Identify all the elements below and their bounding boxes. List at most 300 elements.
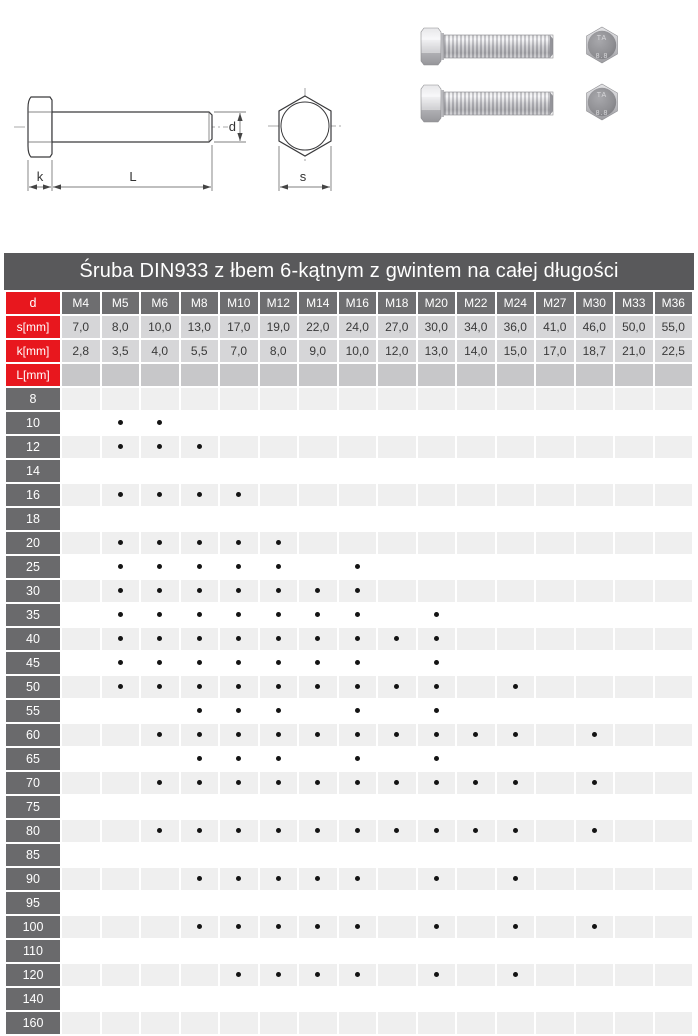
availability-cell-140-m36 [655,988,693,1010]
availability-dot [473,828,478,833]
availability-cell-95-m24 [497,892,535,914]
availability-cell-30-m6 [141,580,179,602]
availability-cell-140-m5 [102,988,140,1010]
availability-cell-50-m24 [497,676,535,698]
availability-cell-25-m8 [181,556,219,578]
availability-dot [157,420,162,425]
length-label-16: 16 [6,484,60,506]
length-row-25 [6,556,692,578]
availability-cell-35-m5 [102,604,140,626]
s-value-m10: 17,0 [220,316,258,338]
availability-dot [355,612,360,617]
availability-dot [197,756,202,761]
availability-cell-110-m22 [457,940,495,962]
availability-cell-60-m18 [378,724,416,746]
availability-cell-65-m12 [260,748,298,770]
technical-drawing [0,0,350,250]
k-value-m20: 13,0 [418,340,456,362]
availability-cell-30-m33 [615,580,653,602]
availability-cell-35-m6 [141,604,179,626]
availability-dot [434,708,439,713]
availability-cell-12-m12 [260,436,298,458]
availability-cell-100-m16 [339,916,377,938]
availability-cell-16-m10 [220,484,258,506]
availability-dot [118,540,123,545]
availability-cell-90-m10 [220,868,258,890]
availability-cell-20-m22 [457,532,495,554]
availability-dot [157,828,162,833]
length-row-8 [6,388,692,410]
column-header-m22: M22 [457,292,495,314]
availability-cell-12-m10 [220,436,258,458]
availability-cell-25-m6 [141,556,179,578]
availability-cell-75-m12 [260,796,298,818]
availability-cell-35-m12 [260,604,298,626]
availability-cell-65-m30 [576,748,614,770]
availability-cell-20-m6 [141,532,179,554]
availability-cell-140-m4 [62,988,100,1010]
availability-cell-70-m33 [615,772,653,794]
availability-cell-30-m18 [378,580,416,602]
availability-cell-10-m33 [615,412,653,434]
availability-cell-160-m6 [141,1012,179,1034]
availability-cell-8-m18 [378,388,416,410]
availability-cell-120-m36 [655,964,693,986]
availability-cell-95-m10 [220,892,258,914]
availability-cell-8-m22 [457,388,495,410]
length-label-12: 12 [6,436,60,458]
availability-cell-90-m5 [102,868,140,890]
availability-cell-40-m16 [339,628,377,650]
availability-cell-90-m22 [457,868,495,890]
availability-dot [197,444,202,449]
availability-cell-8-m8 [181,388,219,410]
column-header-m14: M14 [299,292,337,314]
length-row-90 [6,868,692,890]
l-row-cell-m12 [260,364,298,386]
availability-cell-45-m33 [615,652,653,674]
availability-cell-14-m22 [457,460,495,482]
availability-cell-12-m5 [102,436,140,458]
availability-dot [355,972,360,977]
availability-cell-40-m5 [102,628,140,650]
availability-cell-120-m12 [260,964,298,986]
length-label-30: 30 [6,580,60,602]
availability-cell-18-m5 [102,508,140,530]
availability-dot [118,660,123,665]
availability-cell-18-m14 [299,508,337,530]
availability-dot [276,756,281,761]
availability-cell-50-m20 [418,676,456,698]
availability-cell-120-m14 [299,964,337,986]
dim-label-s: s [299,169,307,184]
k-value-m24: 15,0 [497,340,535,362]
availability-cell-12-m27 [536,436,574,458]
availability-cell-35-m16 [339,604,377,626]
illustration-area [0,0,698,253]
length-label-20: 20 [6,532,60,554]
availability-cell-160-m18 [378,1012,416,1034]
availability-cell-95-m36 [655,892,693,914]
availability-cell-110-m18 [378,940,416,962]
availability-cell-45-m30 [576,652,614,674]
availability-cell-65-m10 [220,748,258,770]
availability-cell-18-m8 [181,508,219,530]
availability-cell-10-m6 [141,412,179,434]
availability-dot [118,684,123,689]
availability-dot [236,972,241,977]
availability-cell-70-m22 [457,772,495,794]
availability-cell-20-m14 [299,532,337,554]
availability-cell-140-m22 [457,988,495,1010]
column-header-m12: M12 [260,292,298,314]
availability-cell-18-m33 [615,508,653,530]
availability-cell-80-m16 [339,820,377,842]
availability-cell-110-m30 [576,940,614,962]
availability-cell-85-m36 [655,844,693,866]
availability-cell-55-m12 [260,700,298,722]
availability-dot [355,876,360,881]
l-row-cell-m20 [418,364,456,386]
availability-cell-60-m22 [457,724,495,746]
availability-cell-100-m22 [457,916,495,938]
l-row-cell-m18 [378,364,416,386]
length-label-75: 75 [6,796,60,818]
availability-cell-35-m24 [497,604,535,626]
availability-dot [197,828,202,833]
availability-cell-95-m4 [62,892,100,914]
length-row-35 [6,604,692,626]
availability-cell-90-m4 [62,868,100,890]
column-header-m6: M6 [141,292,179,314]
availability-cell-60-m14 [299,724,337,746]
l-row-cell-m22 [457,364,495,386]
availability-cell-40-m36 [655,628,693,650]
availability-cell-45-m14 [299,652,337,674]
availability-cell-160-m8 [181,1012,219,1034]
availability-cell-50-m5 [102,676,140,698]
availability-cell-85-m5 [102,844,140,866]
length-label-160: 160 [6,1012,60,1034]
availability-dot [434,876,439,881]
availability-cell-110-m24 [497,940,535,962]
availability-dot [157,564,162,569]
availability-cell-35-m27 [536,604,574,626]
availability-cell-70-m36 [655,772,693,794]
availability-cell-10-m36 [655,412,693,434]
availability-cell-75-m4 [62,796,100,818]
availability-dot [157,684,162,689]
availability-cell-12-m4 [62,436,100,458]
table-title: Śruba DIN933 z łbem 6-kątnym z gwintem na całej długości [4,253,694,290]
bolt-hex-view-icon [279,96,331,156]
availability-cell-140-m33 [615,988,653,1010]
availability-cell-14-m8 [181,460,219,482]
column-header-m27: M27 [536,292,574,314]
availability-dot [236,588,241,593]
product-photos [400,0,698,140]
availability-cell-70-m16 [339,772,377,794]
availability-cell-110-m8 [181,940,219,962]
availability-cell-14-m12 [260,460,298,482]
availability-cell-45-m4 [62,652,100,674]
k-value-m8: 5,5 [181,340,219,362]
availability-cell-90-m20 [418,868,456,890]
k-value-m5: 3,5 [102,340,140,362]
availability-cell-30-m16 [339,580,377,602]
availability-dot [434,612,439,617]
availability-cell-140-m6 [141,988,179,1010]
availability-cell-85-m4 [62,844,100,866]
length-row-75 [6,796,692,818]
availability-cell-85-m33 [615,844,653,866]
availability-dot [276,876,281,881]
availability-dot [434,636,439,641]
k-value-m12: 8,0 [260,340,298,362]
availability-cell-35-m18 [378,604,416,626]
availability-cell-18-m12 [260,508,298,530]
availability-cell-90-m16 [339,868,377,890]
availability-dot [157,492,162,497]
availability-dot [157,540,162,545]
availability-cell-14-m33 [615,460,653,482]
availability-cell-60-m8 [181,724,219,746]
availability-cell-100-m36 [655,916,693,938]
availability-cell-60-m20 [418,724,456,746]
availability-cell-140-m27 [536,988,574,1010]
availability-cell-55-m16 [339,700,377,722]
length-label-120: 120 [6,964,60,986]
availability-cell-18-m24 [497,508,535,530]
availability-cell-45-m20 [418,652,456,674]
column-header-m16: M16 [339,292,377,314]
availability-cell-18-m6 [141,508,179,530]
length-row-30 [6,580,692,602]
availability-cell-45-m18 [378,652,416,674]
availability-cell-80-m18 [378,820,416,842]
availability-cell-85-m10 [220,844,258,866]
availability-cell-70-m12 [260,772,298,794]
availability-cell-100-m33 [615,916,653,938]
availability-cell-20-m12 [260,532,298,554]
availability-cell-160-m16 [339,1012,377,1034]
availability-cell-120-m33 [615,964,653,986]
availability-dot [276,972,281,977]
k-value-m16: 10,0 [339,340,377,362]
availability-cell-60-m10 [220,724,258,746]
column-header-m30: M30 [576,292,614,314]
length-label-60: 60 [6,724,60,746]
availability-dot [355,732,360,737]
availability-dot [592,732,597,737]
length-label-14: 14 [6,460,60,482]
availability-cell-8-m6 [141,388,179,410]
s-value-m33: 50,0 [615,316,653,338]
availability-cell-25-m36 [655,556,693,578]
availability-dot [315,612,320,617]
availability-cell-40-m20 [418,628,456,650]
availability-cell-8-m14 [299,388,337,410]
availability-cell-10-m30 [576,412,614,434]
length-row-80 [6,820,692,842]
availability-cell-65-m18 [378,748,416,770]
length-row-70 [6,772,692,794]
availability-cell-35-m8 [181,604,219,626]
availability-cell-60-m24 [497,724,535,746]
availability-cell-14-m10 [220,460,258,482]
length-row-85 [6,844,692,866]
availability-cell-75-m24 [497,796,535,818]
availability-cell-18-m10 [220,508,258,530]
availability-cell-50-m30 [576,676,614,698]
s-value-m22: 34,0 [457,316,495,338]
l-row-cell-m33 [615,364,653,386]
availability-cell-120-m30 [576,964,614,986]
availability-cell-70-m27 [536,772,574,794]
availability-dot [236,540,241,545]
availability-dot [276,828,281,833]
availability-cell-120-m24 [497,964,535,986]
column-header-m24: M24 [497,292,535,314]
availability-dot [236,876,241,881]
availability-cell-10-m22 [457,412,495,434]
availability-cell-25-m20 [418,556,456,578]
availability-cell-160-m27 [536,1012,574,1034]
availability-dot [236,684,241,689]
availability-dot [157,660,162,665]
availability-cell-120-m18 [378,964,416,986]
availability-cell-30-m27 [536,580,574,602]
availability-cell-18-m30 [576,508,614,530]
availability-cell-16-m36 [655,484,693,506]
length-label-10: 10 [6,412,60,434]
availability-dot [355,756,360,761]
availability-dot [592,828,597,833]
availability-dot [315,732,320,737]
availability-cell-75-m16 [339,796,377,818]
availability-cell-80-m6 [141,820,179,842]
availability-cell-18-m20 [418,508,456,530]
availability-cell-40-m22 [457,628,495,650]
availability-cell-160-m36 [655,1012,693,1034]
column-header-m5: M5 [102,292,140,314]
spec-table [4,290,694,1036]
availability-cell-45-m22 [457,652,495,674]
availability-dot [276,660,281,665]
availability-cell-14-m4 [62,460,100,482]
availability-cell-10-m14 [299,412,337,434]
availability-cell-10-m5 [102,412,140,434]
availability-cell-16-m20 [418,484,456,506]
availability-cell-95-m8 [181,892,219,914]
availability-cell-12-m24 [497,436,535,458]
availability-cell-10-m8 [181,412,219,434]
s-value-m12: 19,0 [260,316,298,338]
availability-cell-35-m10 [220,604,258,626]
availability-cell-35-m22 [457,604,495,626]
availability-dot [276,684,281,689]
availability-cell-95-m18 [378,892,416,914]
availability-dot [276,780,281,785]
availability-cell-80-m30 [576,820,614,842]
availability-cell-60-m12 [260,724,298,746]
availability-cell-65-m33 [615,748,653,770]
availability-dot [197,612,202,617]
s-value-m36: 55,0 [655,316,693,338]
availability-cell-100-m24 [497,916,535,938]
availability-cell-80-m5 [102,820,140,842]
availability-cell-110-m36 [655,940,693,962]
availability-cell-25-m10 [220,556,258,578]
availability-cell-90-m24 [497,868,535,890]
availability-cell-140-m14 [299,988,337,1010]
availability-cell-8-m33 [615,388,653,410]
availability-cell-160-m20 [418,1012,456,1034]
availability-cell-25-m5 [102,556,140,578]
availability-cell-85-m12 [260,844,298,866]
availability-cell-95-m27 [536,892,574,914]
availability-cell-75-m5 [102,796,140,818]
availability-cell-25-m24 [497,556,535,578]
availability-cell-80-m8 [181,820,219,842]
availability-dot [118,492,123,497]
availability-dot [434,972,439,977]
availability-cell-160-m24 [497,1012,535,1034]
length-row-140 [6,988,692,1010]
availability-cell-70-m10 [220,772,258,794]
availability-cell-16-m6 [141,484,179,506]
availability-dot [434,924,439,929]
availability-dot [276,636,281,641]
availability-cell-80-m12 [260,820,298,842]
availability-cell-40-m18 [378,628,416,650]
availability-cell-40-m12 [260,628,298,650]
length-row-65 [6,748,692,770]
availability-cell-140-m10 [220,988,258,1010]
availability-cell-20-m36 [655,532,693,554]
length-label-35: 35 [6,604,60,626]
availability-dot [236,708,241,713]
availability-cell-100-m27 [536,916,574,938]
availability-cell-75-m20 [418,796,456,818]
availability-cell-75-m33 [615,796,653,818]
availability-cell-12-m14 [299,436,337,458]
l-row-cell-m27 [536,364,574,386]
availability-cell-65-m24 [497,748,535,770]
availability-cell-95-m20 [418,892,456,914]
availability-dot [157,612,162,617]
availability-dot [355,588,360,593]
availability-cell-55-m4 [62,700,100,722]
availability-dot [315,924,320,929]
availability-cell-120-m16 [339,964,377,986]
availability-cell-20-m5 [102,532,140,554]
availability-dot [394,828,399,833]
s-value-m30: 46,0 [576,316,614,338]
length-label-90: 90 [6,868,60,890]
availability-dot [276,588,281,593]
availability-cell-30-m8 [181,580,219,602]
availability-cell-85-m18 [378,844,416,866]
availability-dot [236,612,241,617]
availability-cell-65-m14 [299,748,337,770]
availability-cell-45-m27 [536,652,574,674]
k-row-label: k[mm] [6,340,60,362]
availability-cell-35-m36 [655,604,693,626]
availability-cell-30-m12 [260,580,298,602]
spec-table-section [4,253,694,1036]
availability-cell-50-m4 [62,676,100,698]
